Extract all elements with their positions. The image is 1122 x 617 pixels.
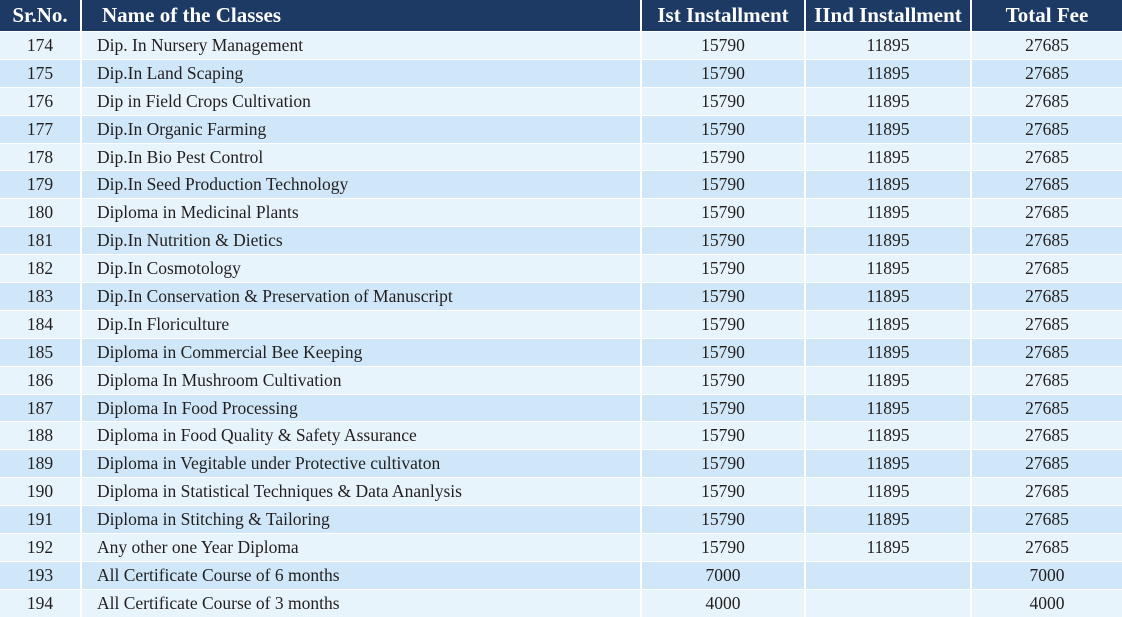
cell-class-name: Diploma in Stitching & Tailoring: [82, 505, 640, 533]
cell-sr-no: 183: [0, 282, 80, 310]
cell-total-fee: 27685: [972, 477, 1122, 505]
cell-sr-no: 182: [0, 254, 80, 282]
cell-class-name: Diploma In Mushroom Cultivation: [82, 366, 640, 394]
table-header-row: [0, 0, 1122, 31]
cell-first-installment: 15790: [642, 366, 804, 394]
table-row: [0, 561, 1122, 589]
cell-class-name: Dip.In Land Scaping: [82, 59, 640, 87]
table-row: [0, 170, 1122, 198]
cell-first-installment: 15790: [642, 310, 804, 338]
cell-class-name: All Certificate Course of 3 months: [82, 589, 640, 617]
cell-class-name: Dip in Field Crops Cultivation: [82, 87, 640, 115]
cell-first-installment: 15790: [642, 533, 804, 561]
cell-sr-no: 187: [0, 394, 80, 422]
cell-sr-no: 175: [0, 59, 80, 87]
header-total-fee: Total Fee: [972, 0, 1122, 31]
cell-total-fee: 27685: [972, 310, 1122, 338]
cell-total-fee: 27685: [972, 143, 1122, 171]
cell-second-installment: 11895: [806, 115, 970, 143]
cell-class-name: Any other one Year Diploma: [82, 533, 640, 561]
cell-total-fee: 27685: [972, 226, 1122, 254]
cell-second-installment: 11895: [806, 31, 970, 59]
cell-total-fee: 27685: [972, 533, 1122, 561]
cell-sr-no: 180: [0, 198, 80, 226]
cell-first-installment: 15790: [642, 254, 804, 282]
cell-total-fee: 27685: [972, 338, 1122, 366]
cell-class-name: Diploma in Commercial Bee Keeping: [82, 338, 640, 366]
cell-total-fee: 27685: [972, 31, 1122, 59]
cell-first-installment: 15790: [642, 59, 804, 87]
cell-first-installment: 15790: [642, 31, 804, 59]
cell-first-installment: 15790: [642, 505, 804, 533]
cell-sr-no: 181: [0, 226, 80, 254]
cell-second-installment: 11895: [806, 87, 970, 115]
header-first-installment: Ist Installment: [642, 0, 804, 31]
cell-class-name: Dip.In Seed Production Technology: [82, 170, 640, 198]
table-row: [0, 449, 1122, 477]
cell-class-name: Diploma in Vegitable under Protective cultivaton: [82, 449, 640, 477]
cell-class-name: Diploma in Statistical Techniques & Data Ananlysis: [82, 477, 640, 505]
cell-second-installment: 11895: [806, 421, 970, 449]
cell-total-fee: 27685: [972, 59, 1122, 87]
cell-total-fee: 27685: [972, 366, 1122, 394]
header-class-name: Name of the Classes: [82, 0, 640, 31]
table-row: [0, 59, 1122, 87]
cell-first-installment: 15790: [642, 282, 804, 310]
table-row: [0, 31, 1122, 59]
cell-sr-no: 177: [0, 115, 80, 143]
table-row: [0, 338, 1122, 366]
table-row: [0, 421, 1122, 449]
cell-sr-no: 174: [0, 31, 80, 59]
cell-total-fee: 27685: [972, 449, 1122, 477]
cell-first-installment: 15790: [642, 421, 804, 449]
cell-first-installment: 15790: [642, 198, 804, 226]
table-row: [0, 143, 1122, 171]
cell-total-fee: 27685: [972, 505, 1122, 533]
cell-second-installment: [806, 561, 970, 589]
cell-second-installment: 11895: [806, 226, 970, 254]
cell-second-installment: 11895: [806, 449, 970, 477]
cell-sr-no: 176: [0, 87, 80, 115]
cell-sr-no: 192: [0, 533, 80, 561]
cell-first-installment: 15790: [642, 477, 804, 505]
cell-class-name: Dip.In Nutrition & Dietics: [82, 226, 640, 254]
table-row: [0, 282, 1122, 310]
cell-sr-no: 189: [0, 449, 80, 477]
cell-class-name: Diploma in Medicinal Plants: [82, 198, 640, 226]
table-row: [0, 589, 1122, 617]
cell-first-installment: 15790: [642, 449, 804, 477]
table-row: [0, 533, 1122, 561]
cell-sr-no: 194: [0, 589, 80, 617]
cell-total-fee: 27685: [972, 254, 1122, 282]
cell-total-fee: 27685: [972, 394, 1122, 422]
cell-second-installment: 11895: [806, 310, 970, 338]
cell-first-installment: 15790: [642, 87, 804, 115]
cell-second-installment: 11895: [806, 477, 970, 505]
cell-first-installment: 4000: [642, 589, 804, 617]
table-row: [0, 366, 1122, 394]
cell-sr-no: 186: [0, 366, 80, 394]
cell-class-name: All Certificate Course of 6 months: [82, 561, 640, 589]
cell-total-fee: 7000: [972, 561, 1122, 589]
cell-sr-no: 185: [0, 338, 80, 366]
cell-class-name: Dip.In Floriculture: [82, 310, 640, 338]
cell-sr-no: 193: [0, 561, 80, 589]
cell-total-fee: 27685: [972, 115, 1122, 143]
table-row: [0, 254, 1122, 282]
cell-total-fee: 27685: [972, 198, 1122, 226]
cell-class-name: Diploma In Food Processing: [82, 394, 640, 422]
cell-class-name: Dip.In Conservation & Preservation of Manuscript: [82, 282, 640, 310]
cell-sr-no: 178: [0, 143, 80, 171]
cell-total-fee: 27685: [972, 421, 1122, 449]
cell-second-installment: 11895: [806, 254, 970, 282]
table-row: [0, 198, 1122, 226]
header-second-installment: IInd Installment: [806, 0, 970, 31]
cell-second-installment: 11895: [806, 533, 970, 561]
cell-second-installment: 11895: [806, 366, 970, 394]
table-row: [0, 505, 1122, 533]
table-body: [0, 31, 1122, 617]
cell-class-name: Diploma in Food Quality & Safety Assurance: [82, 421, 640, 449]
cell-sr-no: 188: [0, 421, 80, 449]
cell-second-installment: 11895: [806, 282, 970, 310]
cell-second-installment: 11895: [806, 338, 970, 366]
cell-first-installment: 15790: [642, 143, 804, 171]
cell-second-installment: [806, 589, 970, 617]
cell-first-installment: 15790: [642, 226, 804, 254]
cell-sr-no: 179: [0, 170, 80, 198]
table-row: [0, 115, 1122, 143]
cell-first-installment: 15790: [642, 170, 804, 198]
table-row: [0, 87, 1122, 115]
cell-total-fee: 4000: [972, 589, 1122, 617]
cell-class-name: Dip.In Bio Pest Control: [82, 143, 640, 171]
cell-sr-no: 191: [0, 505, 80, 533]
cell-second-installment: 11895: [806, 143, 970, 171]
cell-first-installment: 7000: [642, 561, 804, 589]
header-sr-no: Sr.No.: [0, 0, 80, 31]
cell-second-installment: 11895: [806, 505, 970, 533]
table-row: [0, 226, 1122, 254]
cell-total-fee: 27685: [972, 170, 1122, 198]
cell-second-installment: 11895: [806, 198, 970, 226]
cell-class-name: Dip.In Cosmotology: [82, 254, 640, 282]
table-row: [0, 394, 1122, 422]
table-row: [0, 477, 1122, 505]
cell-total-fee: 27685: [972, 282, 1122, 310]
cell-class-name: Dip. In Nursery Management: [82, 31, 640, 59]
cell-first-installment: 15790: [642, 338, 804, 366]
cell-sr-no: 190: [0, 477, 80, 505]
cell-total-fee: 27685: [972, 87, 1122, 115]
cell-sr-no: 184: [0, 310, 80, 338]
table-row: [0, 310, 1122, 338]
cell-first-installment: 15790: [642, 115, 804, 143]
cell-second-installment: 11895: [806, 394, 970, 422]
cell-first-installment: 15790: [642, 394, 804, 422]
cell-class-name: Dip.In Organic Farming: [82, 115, 640, 143]
cell-second-installment: 11895: [806, 59, 970, 87]
cell-second-installment: 11895: [806, 170, 970, 198]
